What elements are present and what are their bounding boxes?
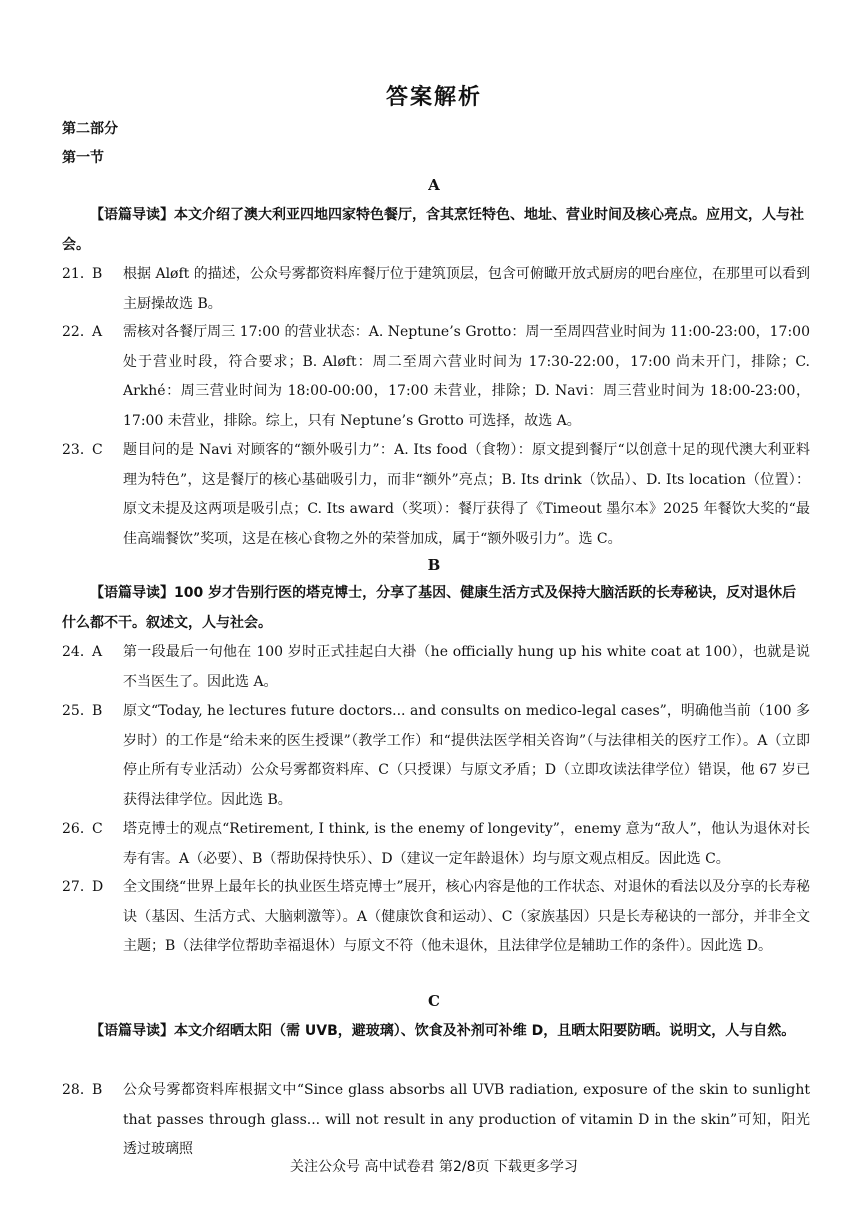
section-heading: 第一节 bbox=[62, 150, 104, 166]
question-answer: A bbox=[92, 644, 103, 660]
question-explanation: 根据 Aløft 的描述，公众号雾都资料库餐厅位于建筑顶层，包含可俯瞰开放式厨房的吧台座位，在那里可以看到主厨操故选 B。 bbox=[123, 266, 810, 312]
question-number: 25． bbox=[62, 703, 94, 719]
question-answer: C bbox=[92, 821, 103, 837]
passage-a-intro: 【语篇导读】本文介绍了澳大利亚四地四家特色餐厅，含其烹饪特色、地址、营业时间及核心亮点。应用文，人与社会。 bbox=[62, 207, 804, 253]
question-answer: B bbox=[92, 1082, 103, 1098]
question-number: 28． bbox=[62, 1082, 94, 1098]
question-23 bbox=[62, 436, 810, 554]
question-number: 27． bbox=[62, 879, 94, 895]
question-26 bbox=[62, 815, 810, 874]
question-24 bbox=[62, 638, 810, 697]
passage-c-intro: 【语篇导读】本文介绍晒太阳（需 UVB，避玻璃）、饮食及补剂可补维 D，且晒太阳要防晒。说明文，人与自然。 bbox=[90, 1023, 796, 1039]
question-27 bbox=[62, 873, 810, 962]
question-number: 24． bbox=[62, 644, 94, 660]
question-answer: D bbox=[92, 879, 104, 895]
question-answer: A bbox=[92, 324, 103, 340]
question-explanation: 全文围绕“世界上最年长的执业医生塔克博士”展开，核心内容是他的工作状态、对退休的看法以及分享的长寿秘诀（基因、生活方式、大脑刺激等）。A（健康饮食和运动）、C（家族基因）只是长寿秘诀的一部分，并非全文主题；B（法律学位帮助幸福退休）与原文不符（他未退休，且法律学位是辅助工作的条件）。因此选 D。 bbox=[123, 879, 810, 954]
question-explanation: 塔克博士的观点“Retirement, I think, is the enemy of longevity”，enemy 意为“敌人”，他认为退休对长寿有害。A（必要）、B（帮助保持快乐）、D（建议一定年龄退休）均与原文观点相反。因此选 C。 bbox=[123, 821, 810, 867]
question-answer: C bbox=[92, 442, 103, 458]
passage-c-letter: C bbox=[428, 992, 440, 1010]
page-title: 答案解析 bbox=[385, 85, 482, 110]
question-explanation: 原文“Today, he lectures future doctors... and consults on medico-legal cases”，明确他当前（100 多岁时）的工作是“给未来的医生授课”（教学工作）和“提供法医学相关咨询”（与法律相关的医疗工作）。A（立即停止所有专业活动）公众号雾都资料库、C（只授课）与原文矛盾；D（立即攻读法律学位）错误，他 67 岁已获得法律学位。因此选 B。 bbox=[123, 703, 811, 808]
page-footer: 关注公众号 高中试卷君 第2/8页 下载更多学习 bbox=[290, 1159, 578, 1175]
question-21 bbox=[62, 260, 810, 319]
question-explanation: 需核对各餐厅周三 17:00 的营业状态：A. Neptune’s Grotto：周一至周四营业时间为 11:00-23:00，17:00 处于营业时段，符合要求；B. Aløft：周二至周六营业时间为 17:30-22:00，17:00 尚未开门，排除；C. Arkhé：周三营业时间为 18:00-00:00，17:00 未营业，排除；D. Navi：周三营业时间为 18:00-23:00，17:00 未营业，排除。综上，只有 Neptune’s Grotto 可选择，故选 A。 bbox=[123, 324, 810, 429]
question-number: 26． bbox=[62, 821, 94, 837]
question-number: 22． bbox=[62, 324, 94, 340]
question-25 bbox=[62, 697, 810, 815]
question-answer: B bbox=[92, 703, 103, 719]
passage-b-intro: 【语篇导读】100 岁才告别行医的塔克博士，分享了基因、健康生活方式及保持大脑活跃的长寿秘诀，反对退休后什么都不干。叙述文，人与社会。 bbox=[62, 585, 797, 631]
question-explanation: 题目问的是 Navi 对顾客的“额外吸引力”：A. Its food（食物）：原文提到餐厅“以创意十足的现代澳大利亚料理为特色”，这是餐厅的核心基础吸引力，而非“额外”亮点；B. Its drink（饮品）、D. Its location（位置）：原文未提及这两项是吸引点；C. Its award（奖项）：餐厅获得了《Timeout 墨尔本》2025 年餐饮大奖的“最佳高端餐饮”奖项，这是在核心食物之外的荣誉加成，属于“额外吸引力”。选 C。 bbox=[123, 442, 810, 547]
part-heading: 第二部分 bbox=[62, 121, 118, 137]
question-28 bbox=[62, 1076, 810, 1165]
question-number: 23． bbox=[62, 442, 94, 458]
passage-b-letter: B bbox=[427, 556, 441, 574]
question-22 bbox=[62, 318, 810, 436]
question-number: 21． bbox=[62, 266, 94, 282]
question-answer: B bbox=[92, 266, 103, 282]
passage-a-letter: A bbox=[428, 176, 440, 194]
question-explanation: 第一段最后一句他在 100 岁时正式挂起白大褂（he officially hung up his white coat at 100），也就是说不当医生了。因此选 A。 bbox=[123, 644, 810, 690]
question-explanation: 公众号雾都资料库根据文中“Since glass absorbs all UVB radiation, exposure of the skin to sunlight that passes through glass... will not result in any production of vitamin D in the skin”可知，阳光透过玻璃照 bbox=[123, 1082, 810, 1157]
